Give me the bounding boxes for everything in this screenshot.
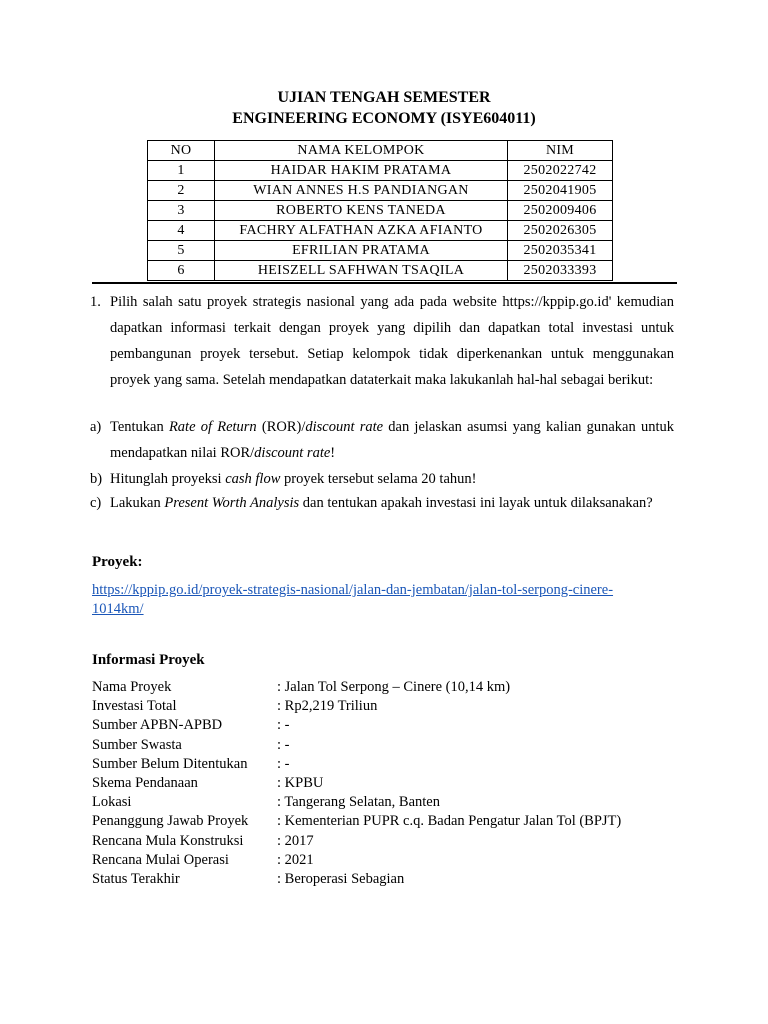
info-label: Rencana Mulai Operasi [92, 851, 229, 868]
project-info-list [92, 678, 621, 889]
info-row [92, 755, 621, 774]
course-title: ENGINEERING ECONOMY (ISYE604011) [232, 110, 536, 127]
info-value: : Kementerian PUPR c.q. Badan Pengatur Jalan Tol (BPJT) [277, 813, 622, 830]
subquestion-marker: c) [90, 495, 102, 511]
italic-term: discount rate [305, 419, 384, 435]
cell-no: 2 [148, 181, 215, 201]
subquestion-c [90, 490, 674, 516]
info-row [92, 697, 621, 716]
info-row [92, 812, 621, 831]
subquestion-text [110, 414, 674, 466]
cell-no: 4 [148, 221, 215, 241]
cell-no: 3 [148, 201, 215, 221]
info-value: : - [277, 717, 290, 734]
info-value: : Jalan Tol Serpong – Cinere (10,14 km) [277, 679, 511, 695]
group-members-table [147, 140, 613, 281]
subquestion-marker: a) [90, 419, 102, 435]
cell-nama: EFRILIAN PRATAMA [215, 241, 508, 261]
project-info-heading: Informasi Proyek [92, 652, 205, 668]
cell-nama: WIAN ANNES H.S PANDIANGAN [215, 181, 508, 201]
cell-no: 1 [148, 161, 215, 181]
info-label: Lokasi [92, 794, 132, 811]
project-url-link[interactable]: https://kppip.go.id/proyek-strategis-nasional/jalan-dan-jembatan/jalan-tol-serpong-cinere-1014km/ [92, 582, 614, 617]
text-run: proyek tersebut selama 20 tahun! [280, 471, 477, 487]
cell-nama: FACHRY ALFATHAN AZKA AFIANTO [215, 221, 508, 241]
info-value: : 2021 [277, 851, 314, 868]
text-run: (ROR)/ [256, 419, 306, 435]
info-row [92, 716, 621, 735]
cell-nim: 2502035341 [508, 241, 613, 261]
info-label: Sumber Belum Ditentukan [92, 755, 248, 772]
info-value: : Rp2,219 Triliun [277, 698, 378, 715]
info-label: Penanggung Jawab Proyek [92, 813, 249, 830]
cell-nim: 2502041905 [508, 181, 613, 201]
subquestion-a [90, 414, 674, 466]
project-heading: Proyek: [92, 554, 143, 570]
table-row [148, 261, 613, 281]
info-row [92, 736, 621, 755]
question-1 [90, 289, 674, 393]
info-value: : - [277, 736, 290, 753]
info-value: : 2017 [277, 832, 314, 849]
info-row [92, 851, 621, 870]
column-header-nama: NAMA KELOMPOK [215, 141, 508, 161]
text-run: ! [330, 445, 336, 461]
info-row [92, 832, 621, 851]
info-value: : Beroperasi Sebagian [277, 870, 405, 887]
text-run: dan tentukan apakah investasi ini layak untuk dilaksanakan? [299, 495, 653, 511]
column-header-nim: NIM [508, 141, 613, 161]
question-number: 1. [90, 294, 101, 310]
info-label: Rencana Mula Konstruksi [92, 832, 244, 849]
cell-nim: 2502009406 [508, 201, 613, 221]
cell-nama: HEISZELL SAFHWAN TSAQILA [215, 261, 508, 281]
italic-term: cash flow [225, 471, 281, 487]
subquestion-b [90, 466, 674, 492]
cell-nama: ROBERTO KENS TANEDA [215, 201, 508, 221]
column-header-no: NO [148, 141, 215, 161]
question-text: Pilih salah satu proyek strategis nasional yang ada pada website https://kppip.go.id' kemudian dapatkan informasi terkait dengan proyek yang dipilih dan dapatkan total investasi untuk pembangunan proyek tersebut. Setiap kelompok tidak diperkenankan untuk menggunakan proyek yang sama. Setelah mendapatkan dataterkait maka lakukanlah hal-hal sebagai berikut: [110, 294, 674, 388]
table-row [148, 201, 613, 221]
cell-no: 5 [148, 241, 215, 261]
table-row [148, 181, 613, 201]
text-run: dan jelaskan asumsi yang kalian gunakan untuk mendapatkan nilai ROR/ [110, 419, 674, 461]
italic-term: discount rate [254, 445, 331, 461]
info-row [92, 774, 621, 793]
info-row [92, 870, 621, 889]
info-row [92, 678, 621, 697]
info-row [92, 793, 621, 812]
cell-nim: 2502033393 [508, 261, 613, 281]
italic-term: Present Worth Analysis [164, 495, 300, 511]
cell-nim: 2502022742 [508, 161, 613, 181]
subquestion-text [110, 490, 674, 516]
cell-no: 6 [148, 261, 215, 281]
italic-term: Rate of Return [168, 419, 257, 435]
info-label: Sumber APBN-APBD [92, 717, 223, 734]
table-row [148, 161, 613, 181]
info-value: : - [277, 755, 290, 772]
subquestion-marker: b) [90, 471, 103, 487]
info-value: : Tangerang Selatan, Banten [277, 794, 440, 811]
info-label: Nama Proyek [92, 679, 172, 695]
horizontal-divider [92, 282, 677, 284]
text-run: Tentukan [110, 419, 169, 435]
table-row [148, 221, 613, 241]
info-label: Sumber Swasta [92, 736, 182, 753]
exam-title: UJIAN TENGAH SEMESTER [277, 89, 491, 106]
info-label: Status Terakhir [92, 870, 180, 887]
subquestion-text [110, 466, 674, 492]
text-run: Lakukan [110, 495, 165, 511]
info-label: Skema Pendanaan [92, 774, 198, 791]
text-run: Hitunglah proyeksi [110, 471, 226, 487]
info-label: Investasi Total [92, 698, 177, 715]
table-header-row [148, 141, 613, 161]
table-row [148, 241, 613, 261]
cell-nama: HAIDAR HAKIM PRATAMA [215, 161, 508, 181]
info-value: : KPBU [277, 774, 324, 791]
cell-nim: 2502026305 [508, 221, 613, 241]
